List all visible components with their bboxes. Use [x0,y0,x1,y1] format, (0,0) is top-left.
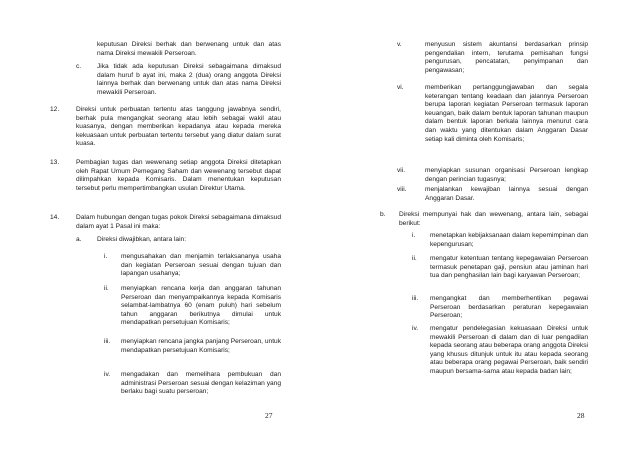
list-item-number: vii. [397,167,406,174]
list-item-text: menyiapkan rencana jangka panjang Perseroan, untuk mendapatkan persetujuan Komisaris; [121,338,281,354]
list-item-text: menyusun sistem akuntansi berdasarkan prinsip pengendalian intern, terutama pemisahan fungsi pengurusan, pencatatan, penyimpanan dan pengawasan; [425,41,588,74]
list-item-text: menyiapkan rencana kerja dan anggaran tahunan Perseroan dan menyampaikannya kepada Komisaris selambat-lambatnya 60 (enam puluh) hari sebelum tahun anggaran berikutnya dimulai untuk mendapatkan persetujuan Komisaris; [121,285,281,327]
list-item-text: mengatur ketentuan tentang kepegawaian Perseroan termasuk penetapan gaji, pensiun atau jaminan hari tua dan penghasilan lain bagi karyawan Perseroan; [430,255,588,280]
clause-13-text: Pembagian tugas dan wewenang setiap anggota Direksi ditetapkan oleh Rapat Umum Pemegang Saham dan wewenang tersebut dapat dilimpahkan kepada Komisaris. Dalam menentukan keputusan tersebut perlu mempertimbangkan usulan Direktur Utama. [76,159,281,192]
item-c-marker: c. [76,63,82,70]
list-item-text: menjalankan kewajiban lainnya sesuai dengan Anggaran Dasar. [425,186,588,202]
list-item-text: memberikan pertanggungjawaban dan segala keterangan tentang keadaan dan jalannya Perseroan berupa laporan kegiatan Perseroan termasuk laporan keuangan, baik dalam bentuk laporan tahunan maupun dalam bentuk laporan berkala lainnya menurut cara dan waktu yang ditentukan dalam Anggaran Dasar setiap kali diminta oleh Komisaris; [425,84,588,143]
list-item-number: i. [412,232,416,239]
list-item-number: iii. [412,295,419,302]
list-item-text: mengadakan dan memelihara pembukuan dan administrasi Perseroan sesuai dengan kelaziman yang berlaku bagi suatu perseroan; [121,371,281,396]
list-item-text: menetapkan kebijaksanaan dalam kepemimpinan dan kepengurusan; [430,232,588,248]
list-item-text: mengatur pendelegasian kekuasaan Direksi untuk mewakili Perseroan di dalam dan di luar pengadilan kepada seorang atau beberapa orang anggota Direksi yang khusus ditunjuk untuk itu atau kepada seorang atau beberapa orang pegawai Perseroan, baik sendiri maupun bersama-sama atau kepada badan lain; [430,325,588,375]
item-a-marker: a. [76,236,82,243]
list-item-number: iv. [104,371,111,378]
list-item-number: ii. [104,285,109,292]
list-item-number: i. [104,253,108,260]
intro-paragraph: keputusan Direksi berhak dan berwenang untuk dan atas nama Direksi mewakili Perseroan. [97,41,281,57]
item-a-text: Direksi diwajibkan, antara lain: [97,236,187,243]
list-item-number: iv. [412,325,419,332]
item-c-text: Jika tidak ada keputusan Direksi sebagaimana dimaksud dalam huruf b ayat ini, maka 2 (dua) orang anggota Direksi lainnya berhak dan berwenang untuk dan atas nama Direksi mewakili Perseroan. [97,63,281,96]
list-item-text: mengangkat dan memberhentikan pegawai Perseroan berdasarkan peraturan kepegawaian Perseroan; [430,295,588,320]
list-item-text: mengusahakan dan menjamin terlaksananya usaha dan kegiatan Perseroan sesuai dengan tujuan dan lapangan usahanya; [121,253,281,278]
page-number-left: 27 [265,411,273,420]
clause-13-number: 13. [50,159,60,166]
list-item-number: v. [397,41,402,48]
clause-14-number: 14. [50,214,60,221]
page-number-right: 28 [577,411,585,420]
clause-14-text: Dalam hubungan dengan tugas pokok Direksi sebagaimana dimaksud dalam ayat 1 Pasal ini maka: [76,214,281,230]
list-item-number: viii. [397,186,407,193]
list-item-number: vi. [397,84,404,91]
clause-12-text: Direksi untuk perbuatan tertentu atas tanggung jawabnya sendiri, berhak pula mengangkat seorang atau lebih sebagai wakil atau kuasanya, dengan memberikan kepadanya atau kepada mereka kekuasaan untuk perbuatan tertentu tersebut yang diatur dalam surat kuasa. [76,106,281,148]
list-item-number: ii. [412,255,417,262]
list-item-number: iii. [104,338,111,345]
list-item-text: menyiapkan susunan organisasi Perseroan lengkap dengan perincian tugasnya; [425,167,588,183]
clause-12-number: 12. [50,106,60,113]
item-b-marker: b. [380,211,386,218]
item-b-text: Direksi mempunyai hak dan wewenang, antara lain, sebagai berikut: [399,211,588,227]
